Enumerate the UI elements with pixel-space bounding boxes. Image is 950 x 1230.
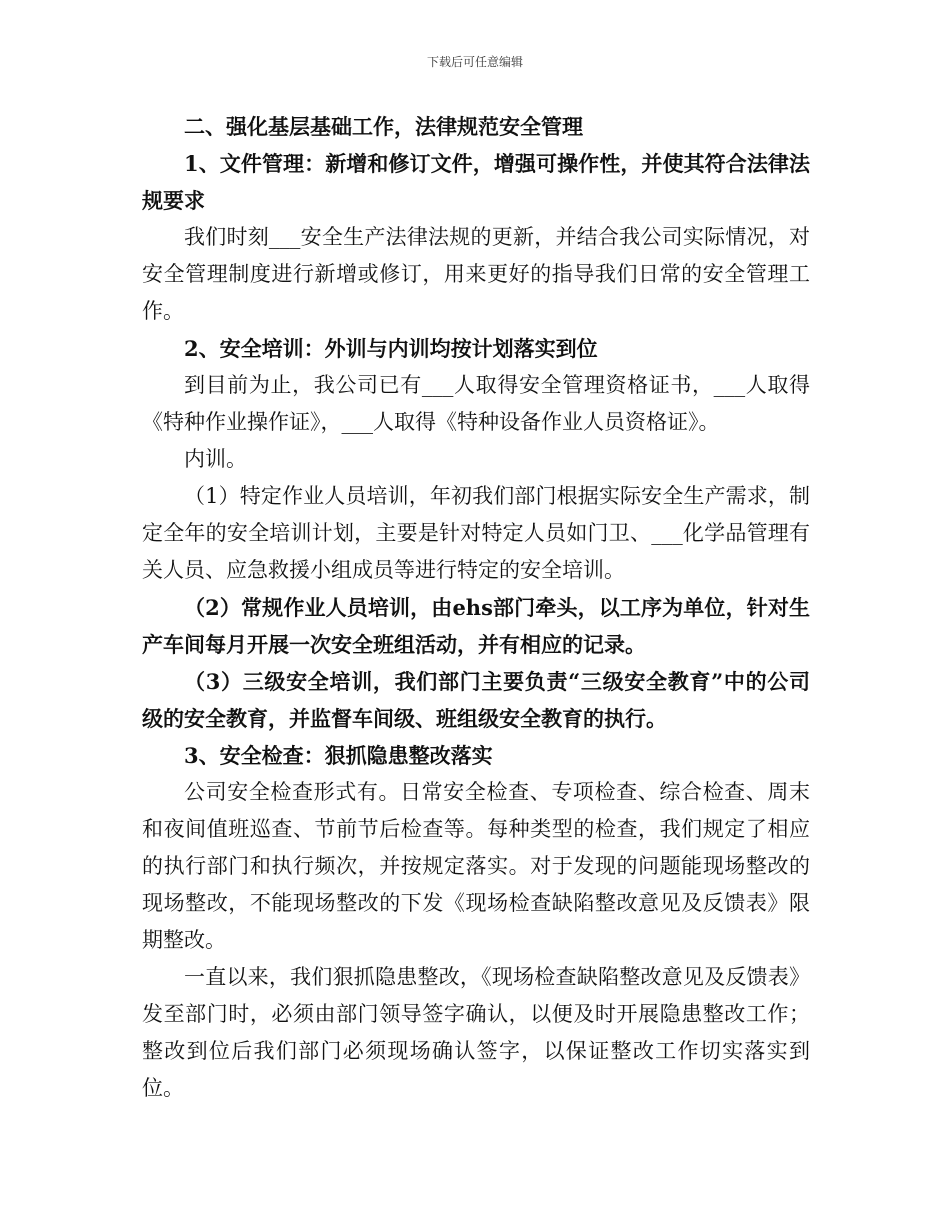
document-body <box>142 108 810 1107</box>
paragraph-hazard-rectification: 一直以来，我们狠抓隐患整改，《现场检查缺陷整改意见及反馈表》发至部门时，必须由部门领导签字确认，以便及时开展隐患整改工作；整改到位后我们部门必须现场确认签字，以保证整改工作切实落实到位。 <box>142 965 810 1100</box>
section-heading: 二、强化基层基础工作，法律规范安全管理 <box>184 114 583 139</box>
paragraph-file-management: 我们时刻___安全生产法律法规的更新，并结合我公司实际情况，对安全管理制度进行新增或修订，用来更好的指导我们日常的安全管理工作。 <box>142 225 810 323</box>
paragraph-inspection-forms: 公司安全检查形式有。日常安全检查、专项检查、综合检查、周末和夜间值班巡查、节前节后检查等。每种类型的检查，我们规定了相应的执行部门和执行频次，并按规定落实。对于发现的问题能现场整改的现场整改，不能现场整改的下发《现场检查缺陷整改意见及反馈表》限期整改。 <box>142 780 810 952</box>
subsection-heading-inspection: 3、安全检查：狠抓隐患整改落实 <box>184 743 493 768</box>
subsection-heading-file-management: 1、文件管理：新增和修订文件，增强可操作性，并使其符合法律法规要求 <box>142 151 810 213</box>
paragraph-internal-training: 内训。 <box>184 447 247 471</box>
page-header: 下载后可任意编辑 <box>426 55 523 69</box>
paragraph-special-personnel-training: （1）特定作业人员培训，年初我们部门根据实际安全生产需求，制定全年的安全培训计划，主要是针对特定人员如门卫、___化学品管理有关人员、应急救援小组成员等进行特定的安全培训。 <box>142 484 810 582</box>
paragraph-external-training: 到目前为止，我公司已有___人取得安全管理资格证书，___人取得《特种作业操作证》，___人取得《特种设备作业人员资格证》。 <box>142 373 810 434</box>
paragraph-three-level-training: （3）三级安全培训，我们部门主要负责“三级安全教育”中的公司级的安全教育，并监督车间级、班组级安全教育的执行。 <box>142 669 810 731</box>
paragraph-regular-personnel-training: （2）常规作业人员培训，由ehs部门牵头，以工序为单位，针对生产车间每月开展一次安全班组活动，并有相应的记录。 <box>142 595 810 657</box>
subsection-heading-training: 2、安全培训：外训与内训均按计划落实到位 <box>184 336 598 361</box>
